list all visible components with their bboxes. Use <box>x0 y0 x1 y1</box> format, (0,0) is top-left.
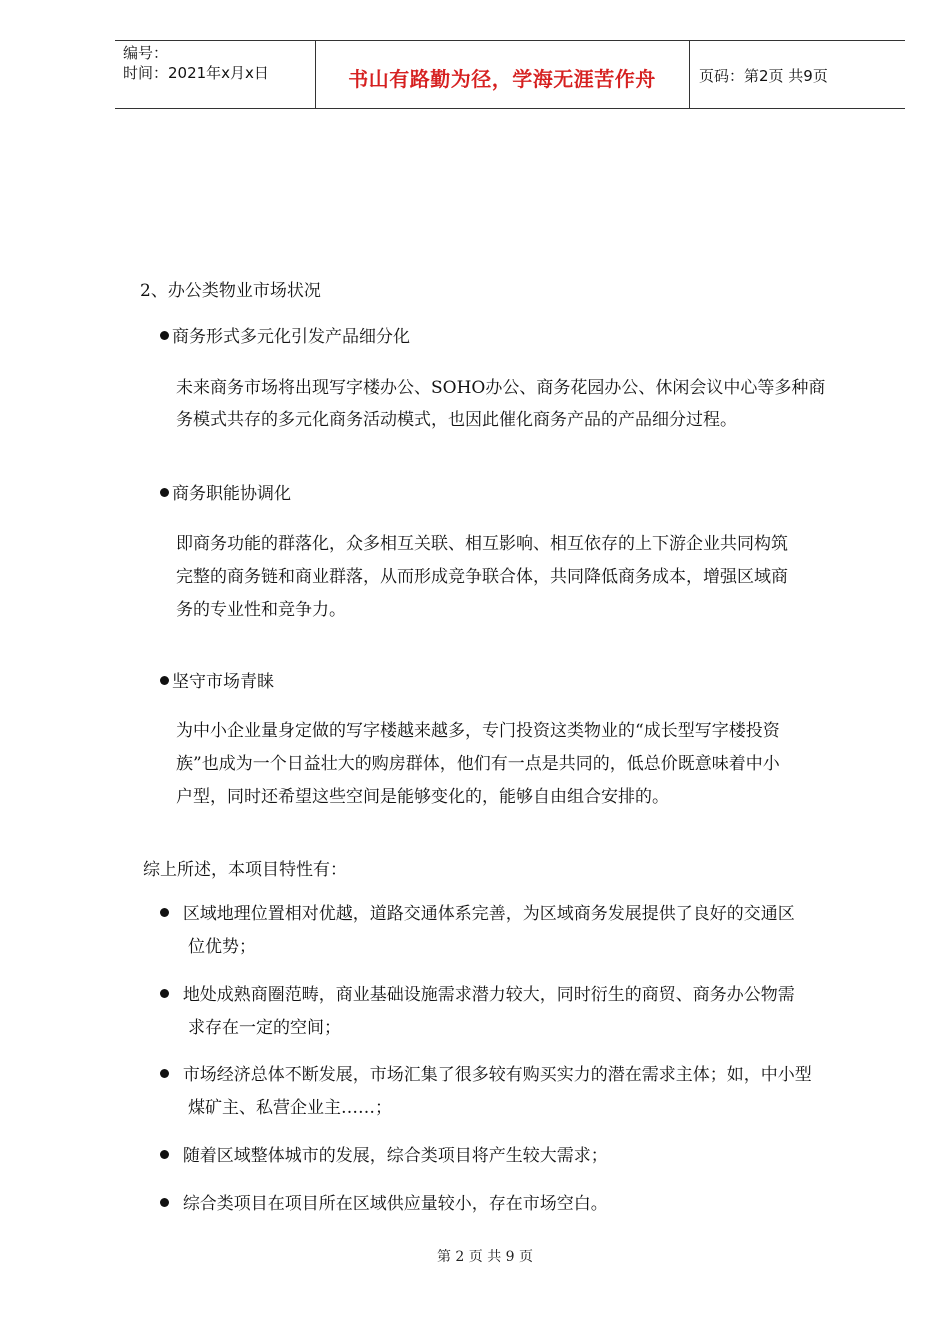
header-divider-right <box>689 41 690 108</box>
paragraph-line: 为中小企业量身定做的写字楼越来越多，专门投资这类物业的“成长型写字楼投资 <box>176 721 780 741</box>
summary-item <box>160 1141 608 1166</box>
subsection-heading-text: 商务职能协调化 <box>172 484 291 504</box>
bullet-icon <box>160 1069 169 1078</box>
summary-item-text: 市场经济总体不断发展，市场汇集了很多较有购买实力的潜在需求主体；如，中小型 <box>182 1065 812 1085</box>
paragraph-line: 即商务功能的群落化，众多相互关联、相互影响、相互依存的上下游企业共同构筑 <box>176 534 788 554</box>
header-page-label: 页码：第2页 共9页 <box>699 67 828 85</box>
paragraph-line: 完整的商务链和商业群落，从而形成竞争联合体，共同降低商务成本，增强区域商 <box>176 567 788 587</box>
header-time-label: 时间：2021年x月x日 <box>123 64 269 82</box>
subsection-heading-text: 坚守市场青睐 <box>172 672 274 692</box>
paragraph-line: 务模式共存的多元化商务活动模式，也因此催化商务产品的产品细分过程。 <box>176 410 737 430</box>
summary-intro: 综上所述，本项目特性有： <box>143 860 347 880</box>
header-number-label: 编号： <box>123 44 169 62</box>
header-motto: 书山有路勤为径，学海无涯苦作舟 <box>348 67 656 91</box>
subsection-heading <box>160 667 274 692</box>
subsection-heading <box>160 322 410 347</box>
summary-item-text: 区域地理位置相对优越，道路交通体系完善，为区域商务发展提供了良好的交通区 <box>182 904 795 924</box>
subsection-heading <box>160 479 291 504</box>
paragraph-line: 未来商务市场将出现写字楼办公、SOHO办公、商务花园办公、休闲会议中心等多种商 <box>176 378 826 398</box>
bullet-icon <box>160 331 169 340</box>
section-title: 2、办公类物业市场状况 <box>140 281 321 301</box>
summary-item <box>160 1060 812 1085</box>
summary-item <box>160 980 795 1005</box>
summary-item-text: 综合类项目在项目所在区域供应量较小，存在市场空白。 <box>182 1194 608 1214</box>
page-header <box>115 40 905 109</box>
summary-item-continuation: 煤矿主、私营企业主……； <box>188 1098 392 1118</box>
summary-item-text: 地处成熟商圈范畴，商业基础设施需求潜力较大，同时衍生的商贸、商务办公物需 <box>182 985 795 1005</box>
summary-item-continuation: 位优势； <box>188 937 256 957</box>
bullet-icon <box>160 989 169 998</box>
page-footer: 第 2 页 共 9 页 <box>436 1249 534 1265</box>
header-meta <box>123 43 269 83</box>
bullet-icon <box>160 1150 169 1159</box>
bullet-icon <box>160 1198 169 1207</box>
bullet-icon <box>160 676 169 685</box>
summary-item-text: 随着区域整体城市的发展，综合类项目将产生较大需求； <box>182 1146 608 1166</box>
summary-item <box>160 1189 608 1214</box>
paragraph-line: 户型，同时还希望这些空间是能够变化的，能够自由组合安排的。 <box>176 787 669 807</box>
bullet-icon <box>160 488 169 497</box>
summary-item <box>160 899 795 924</box>
summary-item-continuation: 求存在一定的空间； <box>188 1018 341 1038</box>
subsection-heading-text: 商务形式多元化引发产品细分化 <box>172 327 410 347</box>
paragraph-line: 务的专业性和竞争力。 <box>176 600 346 620</box>
paragraph-line: 族”也成为一个日益壮大的购房群体，他们有一点是共同的，低总价既意味着中小 <box>176 754 780 774</box>
bullet-icon <box>160 908 169 917</box>
